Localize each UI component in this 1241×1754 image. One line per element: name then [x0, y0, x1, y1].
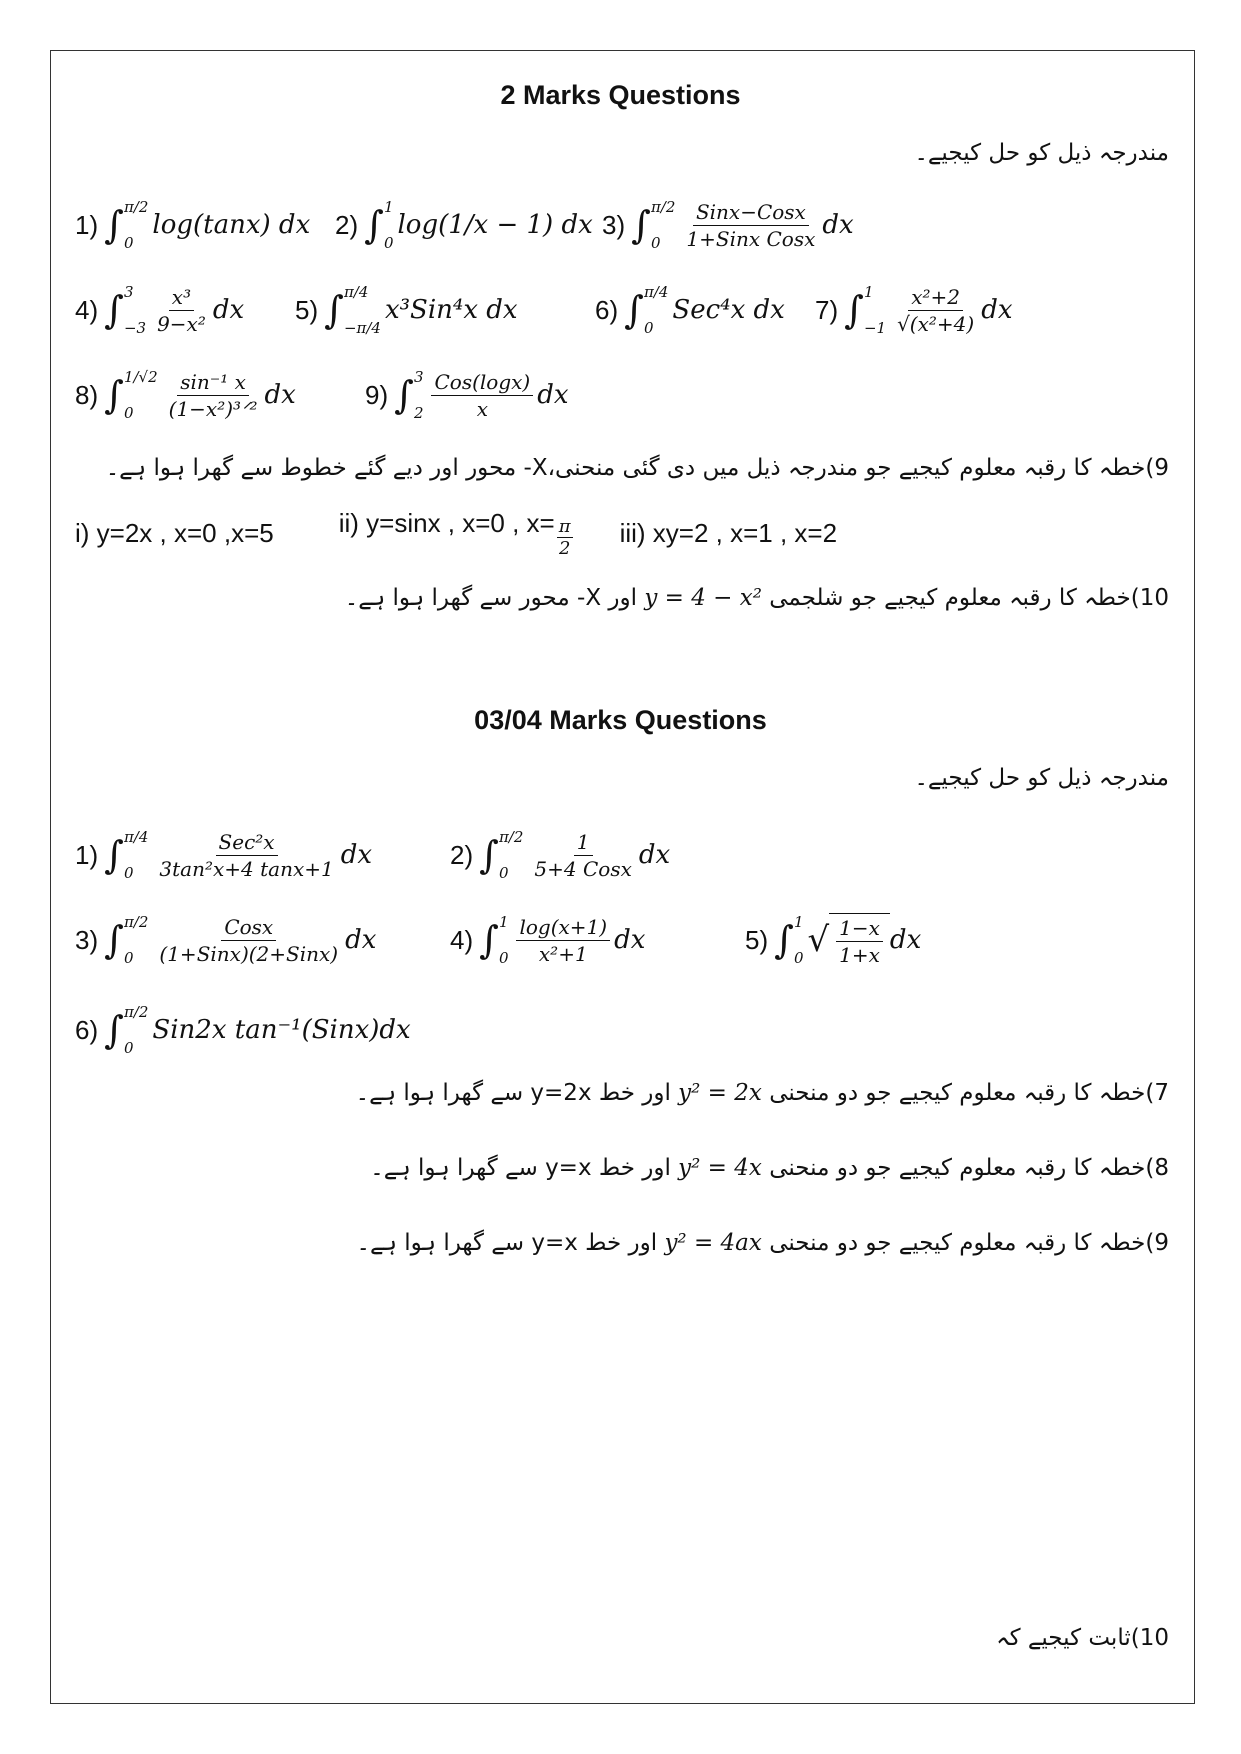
question-3: 3) ∫ π/2 0 $\frac{\text{Sinx−Cosx}}{\text{1+Sinx Cosx}}$ dx: [602, 198, 854, 252]
s2-question-10-text: 10)ثابت کیجیے کہ: [996, 1625, 1169, 1651]
s2-question-2: 2) ∫ π/2 0 $\frac{1}{\text{5+4 Cosx}}$ dx: [450, 828, 671, 882]
question-9: 9) ∫ 3 2 $\frac{\text{Cos(logx)}}{x}$ dx: [365, 368, 569, 422]
question-row-3: [75, 365, 1169, 425]
question-5: 5) ∫ π/4 −π/4 x³Sin⁴x dx: [295, 283, 518, 337]
instruction-solve: مندرجہ ذیل کو حل کیجیے۔: [914, 140, 1169, 166]
question-10-area-text: 10)خطہ کا رقبہ معلوم کیجیے جو شلجمی y = 4 − x² اور X- محور سے گھرا ہوا ہے۔: [344, 585, 1169, 611]
section-title-3-4-marks: 03/04 Marks Questions: [474, 705, 767, 735]
question-9-parts: [75, 503, 837, 563]
part-i: i) y=2x , x=0 ,x=5: [75, 517, 274, 548]
s2-question-row-1: [75, 825, 1169, 885]
s2-question-9-text: 9)خطہ کا رقبہ معلوم کیجیے جو دو منحنی y² = 4ax اور خط y=x سے گھرا ہوا ہے۔: [356, 1230, 1169, 1256]
question-4: 4) ∫ 3 −3 $\frac{\text{x³}}{\text{9−x²}}$ dx: [75, 283, 245, 337]
part-ii: ii) y=sinx , x=0 , x= $\frac{\pi}{2}$: [338, 507, 571, 559]
s2-question-5: 5) ∫ 1 0 √ $\frac{1-x}{1+x}$ dx: [745, 913, 922, 967]
question-row-1: [75, 195, 1169, 255]
question-7: 7) ∫ 1 −1 $\frac{\text{x²+2}}{\text{√(x²+4)}}$ dx: [815, 283, 1013, 337]
instruction-solve-2: مندرجہ ذیل کو حل کیجیے۔: [914, 765, 1169, 791]
s2-question-8-text: 8)خطہ کا رقبہ معلوم کیجیے جو دو منحنی y² = 4x اور خط y=x سے گھرا ہوا ہے۔: [370, 1155, 1169, 1181]
question-6: 6) ∫ π/4 0 Sec⁴x dx: [595, 283, 785, 337]
question-row-2: [75, 280, 1169, 340]
s2-question-4: 4) ∫ 1 0 $\frac{\log(x+1)}{\text{x²+1}}$ dx: [450, 913, 646, 967]
s2-question-row-3: [75, 1000, 1169, 1060]
s2-question-1: 1) ∫ π/4 0 $\frac{\text{Sec²x}}{\text{3tan²x+4 tanx+1}}$ dx: [75, 828, 373, 882]
part-iii: iii) xy=2 , x=1 , x=2: [619, 517, 838, 548]
question-1: 1) ∫ π/2 0 log(tanx) dx: [75, 198, 311, 252]
question-2: 2) ∫ 1 0 log(1/x − 1) dx: [335, 198, 593, 252]
question-9-area-text: 9)خطہ کا رقبہ معلوم کیجیے جو مندرجہ ذیل میں دی گئی منحنی،X- محور اور دیے گئے خطوط سے گھرا ہوا ہے۔: [105, 455, 1169, 481]
section-title-2-marks: 2 Marks Questions: [500, 80, 741, 110]
s2-question-row-2: [75, 910, 1169, 970]
s2-question-3: 3) ∫ π/2 0 $\frac{\text{Cosx}}{\text{(1+Sinx)(2+Sinx)}}$ dx: [75, 913, 377, 967]
s2-question-6: 6) ∫ π/2 0 Sin2x tan⁻¹(Sinx)dx: [75, 1003, 411, 1057]
s2-question-7-text: 7)خطہ کا رقبہ معلوم کیجیے جو دو منحنی y² = 2x اور خط y=2x سے گھرا ہوا ہے۔: [355, 1080, 1169, 1106]
question-8: 8) ∫ 1/√2 0 $\frac{\text{sin⁻¹ x}}{\text{(1−x²)³ᐟ²}}$ dx: [75, 368, 296, 422]
